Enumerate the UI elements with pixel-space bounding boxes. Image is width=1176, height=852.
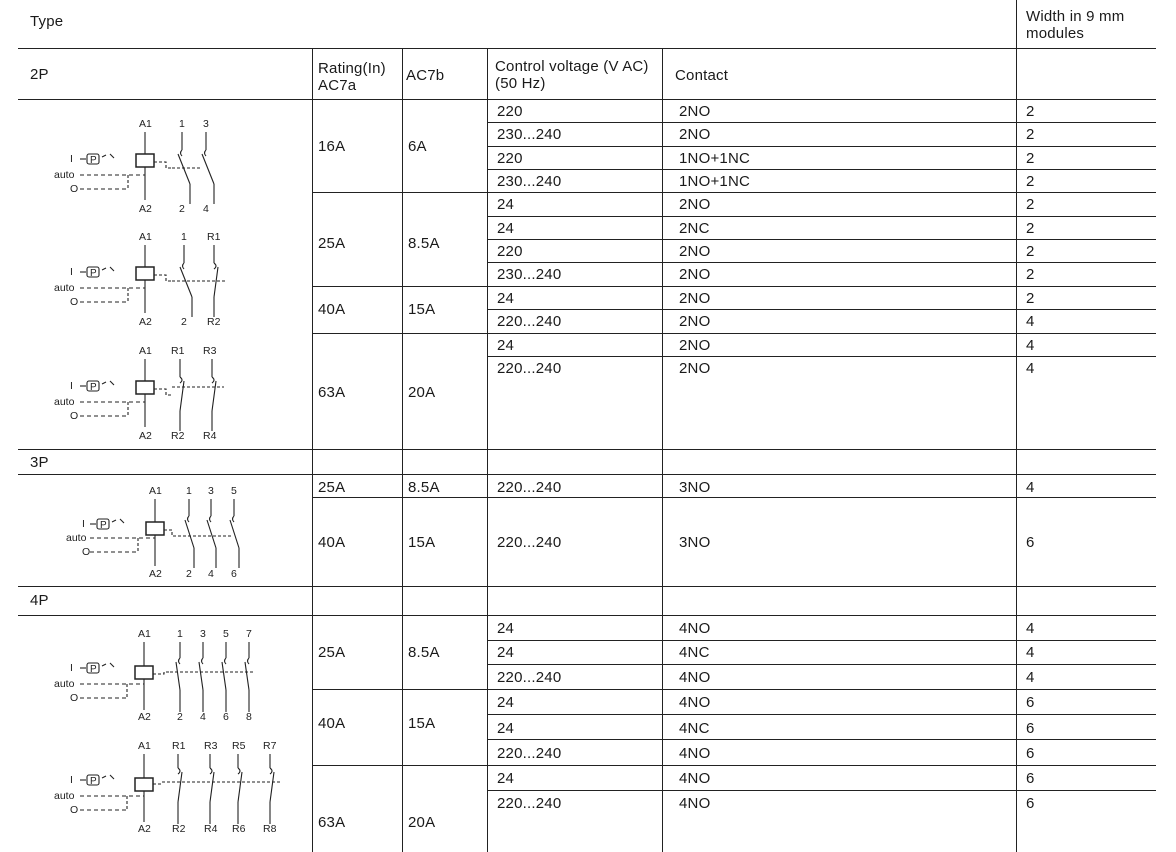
- cell-contact: 3NO: [679, 534, 711, 551]
- label-a2: A2: [139, 430, 152, 442]
- contactor-schematic-2p-1no1nc-icon: [50, 225, 240, 331]
- table-rule: [18, 99, 1156, 100]
- table-rule: [18, 474, 1156, 475]
- label-a1: A1: [149, 485, 162, 497]
- cell-contact: 4NC: [679, 644, 710, 661]
- rating-ac7b: 8.5A: [408, 644, 440, 661]
- cell-voltage: 24: [497, 720, 515, 737]
- cell-contact: 2NO: [679, 266, 711, 283]
- cell-width: 2: [1026, 126, 1035, 143]
- label-i: I: [82, 518, 85, 530]
- cell-voltage: 230...240: [497, 173, 562, 190]
- terminal-label: R6: [232, 823, 246, 835]
- terminal-label: R2: [171, 430, 185, 442]
- label-o: O: [70, 692, 79, 704]
- rating-ac7a: 40A: [318, 534, 346, 551]
- terminal-label: R3: [204, 740, 218, 752]
- column-rule: [662, 48, 663, 852]
- terminal-label: 1: [181, 231, 187, 243]
- terminal-label: R1: [172, 740, 186, 752]
- cell-width: 4: [1026, 360, 1035, 377]
- label-a2: A2: [138, 823, 151, 835]
- terminal-label: 2: [179, 203, 185, 215]
- column-rule: [1016, 0, 1017, 852]
- cell-contact: 2NO: [679, 126, 711, 143]
- label-auto: auto: [54, 790, 75, 802]
- label-i: I: [70, 380, 73, 392]
- terminal-label: R2: [172, 823, 186, 835]
- rating-ac7a: 40A: [318, 715, 346, 732]
- terminal-label: R3: [203, 345, 217, 357]
- cell-voltage: 24: [497, 196, 515, 213]
- label-p: P: [90, 268, 97, 279]
- cell-width: 6: [1026, 770, 1035, 787]
- header-control-voltage: Control voltage (V AC)(50 Hz): [495, 58, 649, 92]
- cell-contact: 2NO: [679, 103, 711, 120]
- terminal-label: R5: [232, 740, 246, 752]
- cell-width: 6: [1026, 694, 1035, 711]
- label-p: P: [90, 155, 97, 166]
- cell-contact: 3NO: [679, 479, 711, 496]
- cell-voltage: 24: [497, 290, 515, 307]
- terminal-label: 2: [186, 568, 192, 580]
- table-rule: [312, 765, 1156, 766]
- rating-ac7a: 25A: [318, 644, 346, 661]
- rating-ac7b: 20A: [408, 814, 436, 831]
- terminal-label: 7: [246, 628, 252, 640]
- cell-width: 2: [1026, 103, 1035, 120]
- table-rule: [487, 739, 1156, 740]
- label-i: I: [70, 153, 73, 165]
- cell-contact: 4NO: [679, 795, 711, 812]
- label-a1: A1: [139, 345, 152, 357]
- terminal-label: R7: [263, 740, 277, 752]
- rating-ac7b: 8.5A: [408, 479, 440, 496]
- cell-contact: 1NO+1NC: [679, 173, 751, 190]
- cell-width: 2: [1026, 220, 1035, 237]
- table-rule: [18, 586, 1156, 587]
- terminal-label: R2: [207, 316, 221, 328]
- terminal-label: R4: [204, 823, 218, 835]
- cell-contact: 4NO: [679, 770, 711, 787]
- cell-contact: 2NO: [679, 196, 711, 213]
- label-a1: A1: [139, 231, 152, 243]
- terminal-label: 5: [223, 628, 229, 640]
- label-o: O: [82, 546, 91, 558]
- cell-width: 2: [1026, 290, 1035, 307]
- cell-contact: 2NO: [679, 337, 711, 354]
- header-width-modules: Width in 9 mm modules: [1026, 8, 1125, 42]
- terminal-label: 3: [200, 628, 206, 640]
- cell-contact: 4NO: [679, 620, 711, 637]
- column-rule: [312, 48, 313, 852]
- table-rule: [487, 169, 1156, 170]
- label-a2: A2: [139, 316, 152, 328]
- table-rule: [487, 239, 1156, 240]
- label-p: P: [100, 520, 107, 531]
- table-rule: [18, 48, 1156, 49]
- contactor-schematic-2p-2no-icon: [50, 112, 240, 218]
- cell-contact: 2NO: [679, 290, 711, 307]
- label-p: P: [90, 664, 97, 675]
- rating-ac7a: 25A: [318, 479, 346, 496]
- terminal-label: 1: [179, 118, 185, 130]
- cell-width: 6: [1026, 720, 1035, 737]
- table-rule: [312, 192, 1156, 193]
- label-a1: A1: [138, 628, 151, 640]
- label-o: O: [70, 296, 79, 308]
- cell-width: 6: [1026, 795, 1035, 812]
- table-rule: [312, 689, 1156, 690]
- cell-voltage: 220...240: [497, 669, 562, 686]
- label-a2: A2: [138, 711, 151, 723]
- terminal-label: 3: [208, 485, 214, 497]
- label-auto: auto: [54, 396, 75, 408]
- cell-voltage: 220...240: [497, 313, 562, 330]
- table-rule: [487, 664, 1156, 665]
- contactor-schematic-4p-4no-icon: [50, 622, 270, 728]
- table-rule: [18, 615, 1156, 616]
- rating-ac7a: 40A: [318, 301, 346, 318]
- table-rule: [487, 356, 1156, 357]
- terminal-label: R1: [207, 231, 221, 243]
- cell-contact: 4NC: [679, 720, 710, 737]
- cell-voltage: 220: [497, 150, 523, 167]
- cell-voltage: 220: [497, 103, 523, 120]
- label-auto: auto: [66, 532, 87, 544]
- label-a1: A1: [138, 740, 151, 752]
- table-rule: [487, 714, 1156, 715]
- label-p: P: [90, 776, 97, 787]
- rating-ac7b: 6A: [408, 138, 427, 155]
- rating-ac7a: 63A: [318, 384, 346, 401]
- cell-contact: 4NO: [679, 669, 711, 686]
- header-ac7b: AC7b: [406, 67, 445, 84]
- table-rule: [487, 146, 1156, 147]
- table-rule: [487, 640, 1156, 641]
- cell-width: 4: [1026, 669, 1035, 686]
- header-type: Type: [30, 13, 64, 30]
- cell-contact: 4NO: [679, 745, 711, 762]
- cell-voltage: 220...240: [497, 534, 562, 551]
- cell-voltage: 220...240: [497, 745, 562, 762]
- cell-voltage: 24: [497, 770, 515, 787]
- terminal-label: 2: [177, 711, 183, 723]
- cell-width: 6: [1026, 745, 1035, 762]
- cell-contact: 2NO: [679, 243, 711, 260]
- label-auto: auto: [54, 282, 75, 294]
- cell-voltage: 230...240: [497, 126, 562, 143]
- cell-contact: 2NC: [679, 220, 710, 237]
- table-rule: [312, 497, 1156, 498]
- cell-voltage: 220...240: [497, 479, 562, 496]
- terminal-label: R8: [263, 823, 277, 835]
- table-rule: [487, 309, 1156, 310]
- cell-width: 6: [1026, 534, 1035, 551]
- terminal-label: 1: [177, 628, 183, 640]
- table-rule: [487, 262, 1156, 263]
- cell-voltage: 220...240: [497, 795, 562, 812]
- terminal-label: R4: [203, 430, 217, 442]
- cell-width: 4: [1026, 337, 1035, 354]
- table-rule: [487, 216, 1156, 217]
- label-o: O: [70, 183, 79, 195]
- header-rating-ac7a: Rating(In) AC7a: [318, 60, 386, 94]
- terminal-label: 6: [223, 711, 229, 723]
- contactor-schematic-3p-3no-icon: [62, 480, 252, 584]
- section-3p: 3P: [30, 454, 49, 471]
- cell-width: 2: [1026, 173, 1035, 190]
- cell-voltage: 220: [497, 243, 523, 260]
- rating-ac7b: 15A: [408, 534, 436, 551]
- label-auto: auto: [54, 678, 75, 690]
- column-rule: [487, 48, 488, 852]
- cell-voltage: 24: [497, 694, 515, 711]
- cell-width: 4: [1026, 313, 1035, 330]
- table-rule: [487, 122, 1156, 123]
- label-a2: A2: [149, 568, 162, 580]
- cell-voltage: 24: [497, 337, 515, 354]
- terminal-label: 2: [181, 316, 187, 328]
- terminal-label: 3: [203, 118, 209, 130]
- cell-voltage: 24: [497, 644, 515, 661]
- rating-ac7b: 15A: [408, 715, 436, 732]
- terminal-label: 6: [231, 568, 237, 580]
- terminal-label: 5: [231, 485, 237, 497]
- contactor-schematic-2p-2nc-icon: [50, 339, 240, 445]
- label-auto: auto: [54, 169, 75, 181]
- rating-ac7b: 20A: [408, 384, 436, 401]
- label-a1: A1: [139, 118, 152, 130]
- cell-contact: 2NO: [679, 313, 711, 330]
- label-o: O: [70, 410, 79, 422]
- rating-ac7b: 15A: [408, 301, 436, 318]
- section-4p: 4P: [30, 592, 49, 609]
- terminal-label: 4: [208, 568, 214, 580]
- label-p: P: [90, 382, 97, 393]
- rating-ac7b: 8.5A: [408, 235, 440, 252]
- label-i: I: [70, 266, 73, 278]
- terminal-label: 4: [200, 711, 206, 723]
- label-a2: A2: [139, 203, 152, 215]
- cell-voltage: 24: [497, 620, 515, 637]
- header-contact: Contact: [675, 67, 729, 84]
- cell-width: 4: [1026, 620, 1035, 637]
- cell-contact: 2NO: [679, 360, 711, 377]
- cell-voltage: 220...240: [497, 360, 562, 377]
- table-rule: [487, 790, 1156, 791]
- label-i: I: [70, 662, 73, 674]
- cell-width: 4: [1026, 479, 1035, 496]
- section-2p: 2P: [30, 66, 49, 83]
- terminal-label: 4: [203, 203, 209, 215]
- cell-contact: 1NO+1NC: [679, 150, 751, 167]
- terminal-label: 1: [186, 485, 192, 497]
- cell-width: 2: [1026, 243, 1035, 260]
- column-rule: [402, 48, 403, 852]
- cell-width: 2: [1026, 266, 1035, 283]
- cell-width: 2: [1026, 196, 1035, 213]
- table-rule: [312, 333, 1156, 334]
- contactor-schematic-4p-4nc-icon: [50, 734, 290, 840]
- terminal-label: 8: [246, 711, 252, 723]
- label-i: I: [70, 774, 73, 786]
- table-rule: [18, 449, 1156, 450]
- cell-width: 2: [1026, 150, 1035, 167]
- rating-ac7a: 63A: [318, 814, 346, 831]
- rating-ac7a: 16A: [318, 138, 346, 155]
- label-o: O: [70, 804, 79, 816]
- rating-ac7a: 25A: [318, 235, 346, 252]
- cell-voltage: 230...240: [497, 266, 562, 283]
- cell-contact: 4NO: [679, 694, 711, 711]
- cell-voltage: 24: [497, 220, 515, 237]
- table-rule: [312, 286, 1156, 287]
- terminal-label: R1: [171, 345, 185, 357]
- cell-width: 4: [1026, 644, 1035, 661]
